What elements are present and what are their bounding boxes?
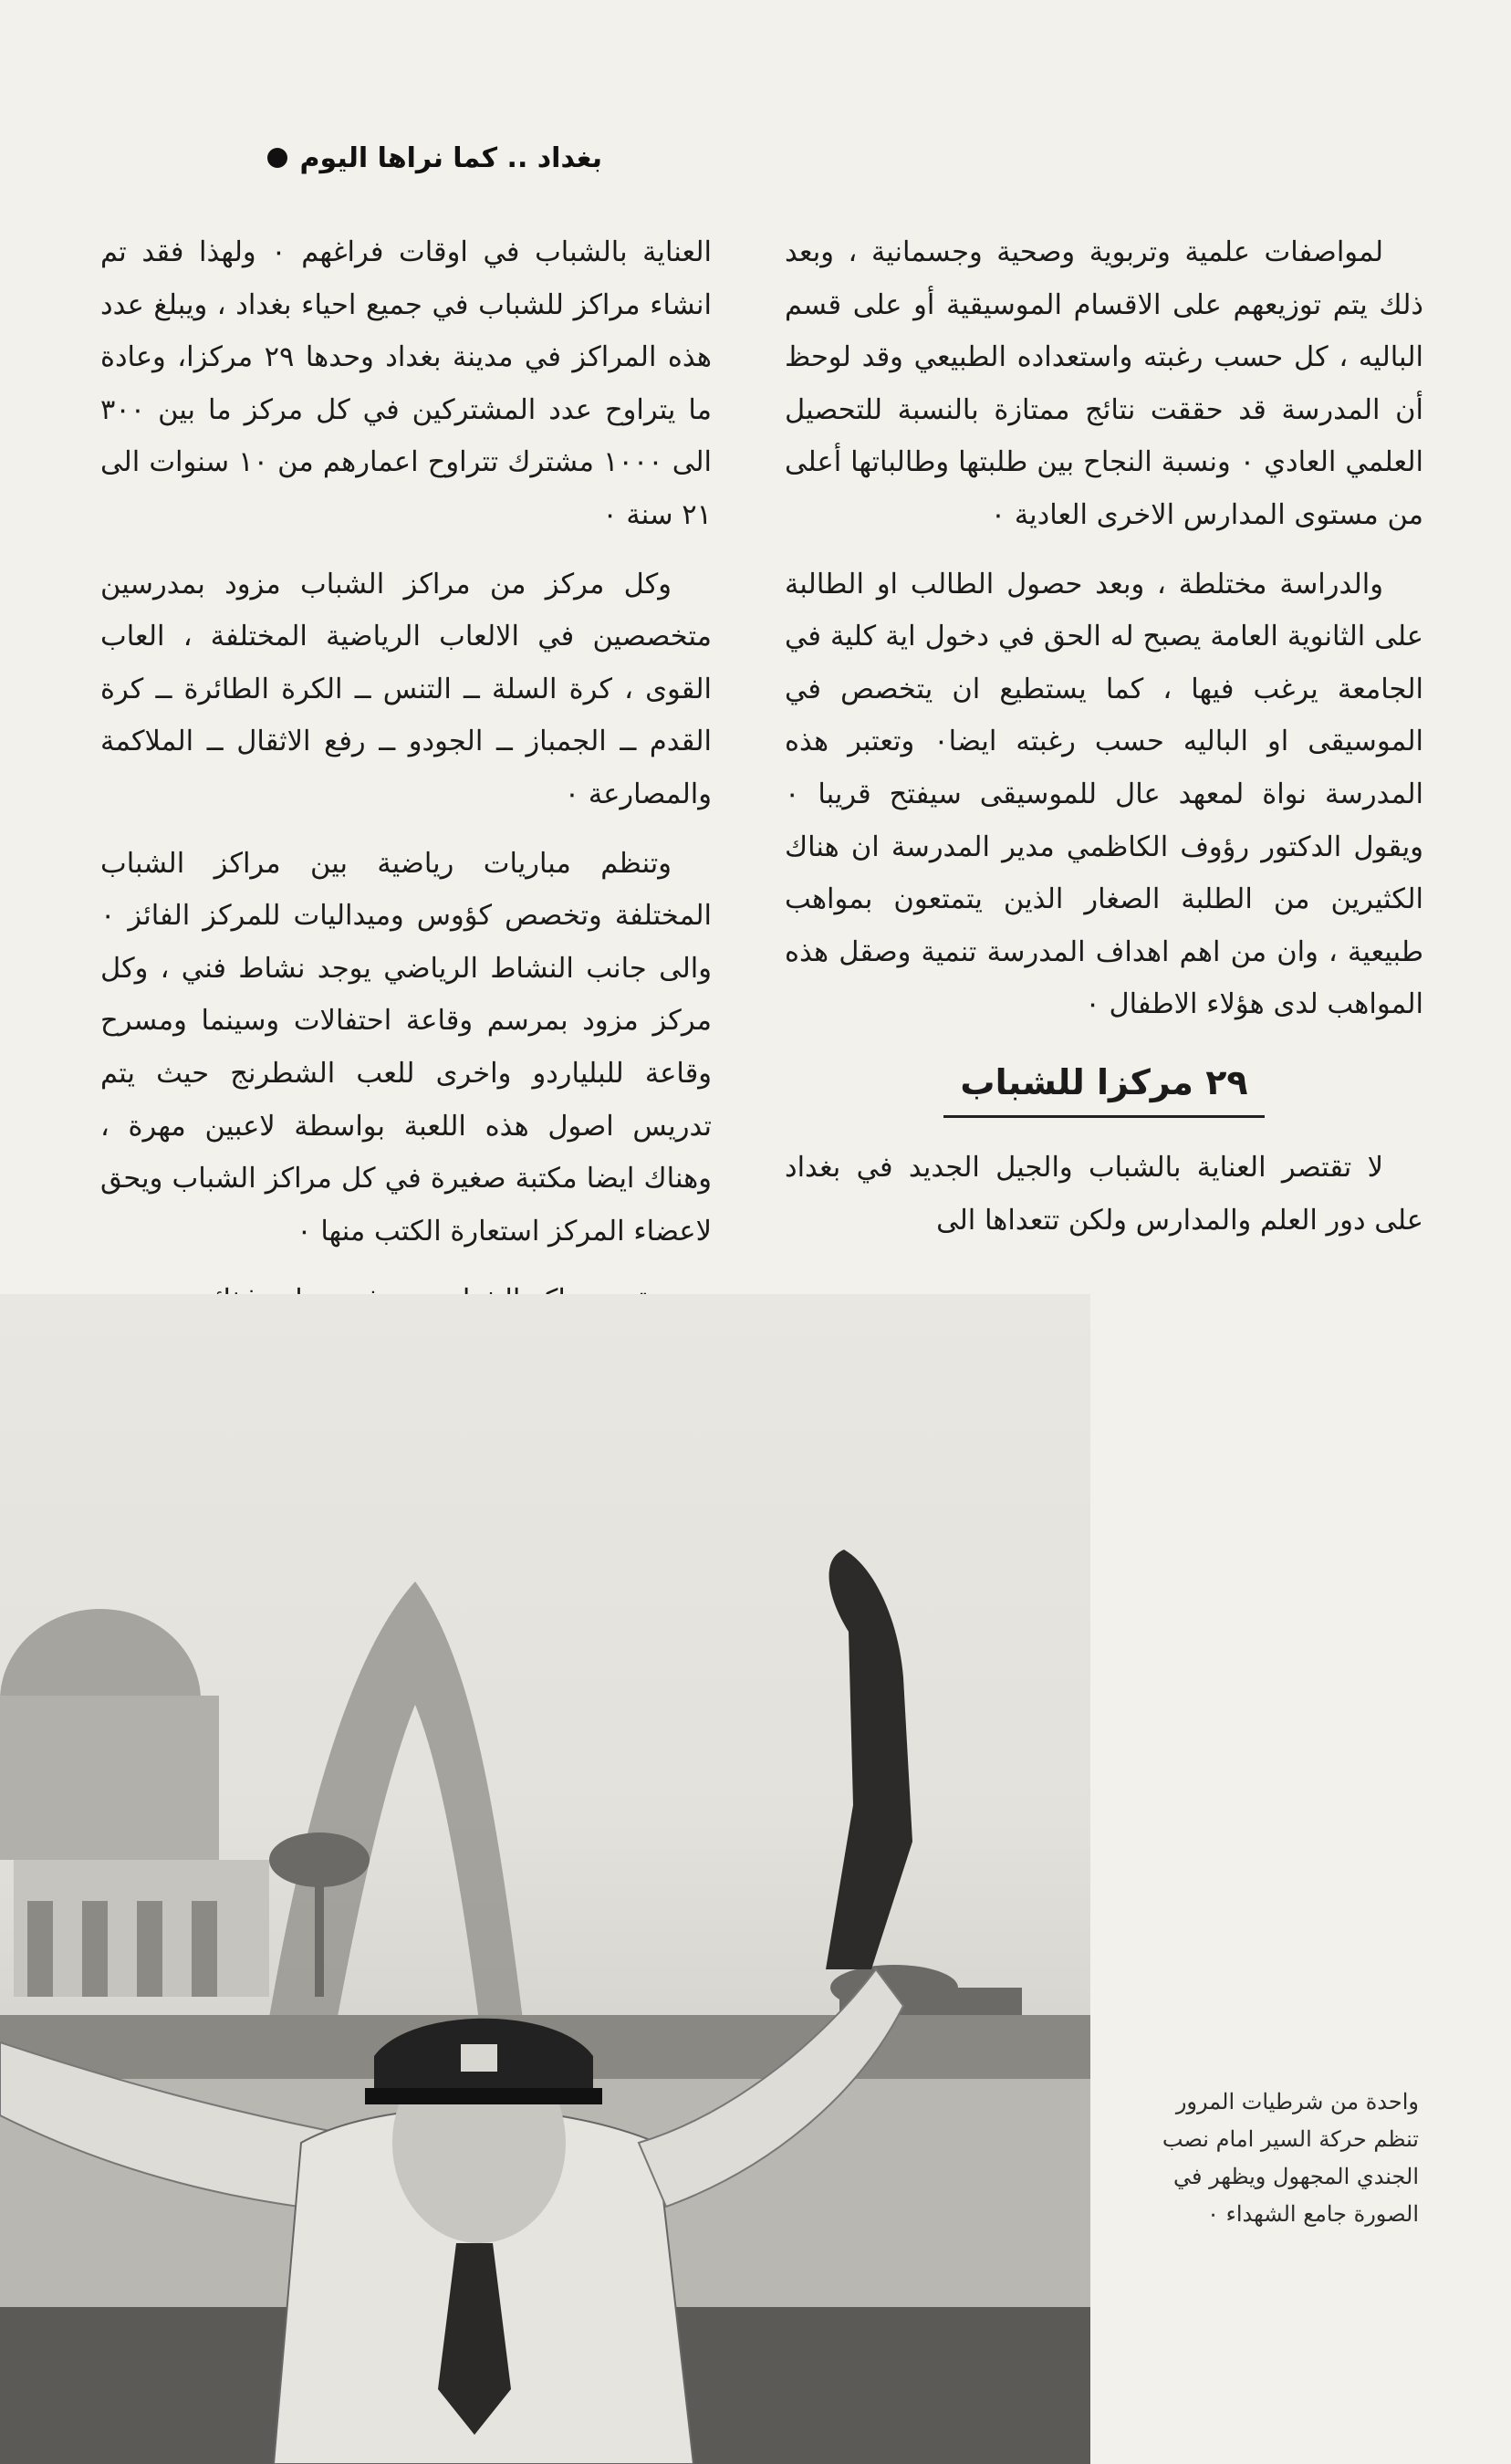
header-title: بغداد .. كما نراها اليوم xyxy=(299,141,602,174)
paragraph: والدراسة مختلطة ، وبعد حصول الطالب او الطالبة على الثانوية العامة يصبح له الحق في دخول اية كلية في الجامعة يرغب فيها ، كما يستطيع ان يتخصص في الموسيقى او الباليه حسب رغبته ايضا٠ وتعتبر هذه المدرسة نواة لمعهد عال للموسيقى سيفتح قريبا ٠ ويقول الدكتور رؤوف الكاظمي مدير المدرسة ان هناك الكثيرين من الطلبة الصغار الذين يتمتعون بمواهب طبيعية ، وان من اهم اهداف المدرسة تنمية وصقل هذه المواهب لدى هؤلاء الاطفال ٠ xyxy=(785,568,1423,1021)
paragraph: العناية بالشباب في اوقات فراغهم ٠ ولهذا فقد تم انشاء مراكز للشباب في جميع احياء بغداد ، ويبلغ عدد هذه المراكز في مدينة بغداد وحدها ٢٩ مركزا، وعادة ما يتراوح عدد المشتركين في كل مركز ما بين ٣٠٠ الى ١٠٠٠ مشترك تتراوح اعمارهم من ١٠ سنوات الى ٢١ سنة ٠ xyxy=(100,236,712,531)
paragraph: وتنظم مباريات رياضية بين مراكز الشباب المختلفة وتخصص كؤوس وميداليات للمركز الفائز ٠ والى جانب النشاط الرياضي يوجد نشاط فني ، وكل مركز مزود بمرسم وقاعة احتفالات وسينما ومسرح وقاعة للبلياردو واخرى للعب الشطرنج حيث يتم تدريس اصول هذه اللعبة بواسطة لاعبين مهرة ، وهناك ايضا مكتبة صغيرة في كل مراكز الشباب ويحق لاعضاء المركز استعارة الكتب منها ٠ xyxy=(100,847,712,1248)
subheading-text: ٢٩ مركزا للشباب xyxy=(943,1057,1264,1118)
paragraph: وكل مركز من مراكز الشباب مزود بمدرسين متخصصين في الالعاب الرياضية المختلفة ، العاب القوى ، كرة السلة ــ التنس ــ الكرة الطائرة ــ كرة القدم ــ الجمباز ــ الجودو ــ رفع الاثقال ــ الملاكمة والمصارعة ٠ xyxy=(100,568,712,810)
article-column-right xyxy=(785,226,1423,1247)
paragraph: لا تقتصر العناية بالشباب والجيل الجديد في بغداد على دور العلم والمدارس ولكن تتعداها الى xyxy=(785,1151,1423,1237)
paragraph: لمواصفات علمية وتربوية وصحية وجسمانية ، وبعد ذلك يتم توزيعهم على الاقسام الموسيقية أو على قسم الباليه ، كل حسب رغبته واستعداده الطبيعي وقد لوحظ أن المدرسة قد حققت نتائج ممتازة بالنسبة للتحصيل العلمي العادي ٠ ونسبة النجاح بين طلبتها وطالباتها أعلى من مستوى المدارس الاخرى العادية ٠ xyxy=(785,236,1423,531)
running-header xyxy=(91,135,602,181)
photograph-traffic-policewoman xyxy=(0,1294,1090,2464)
photo-caption: واحدة من شرطيات المرور تنظم حركة السير امام نصب الجندي المجهول ويظهر في الصورة جامع الشهداء ٠ xyxy=(1162,2089,1419,2227)
mosque-body xyxy=(0,1696,219,1860)
article-column-left xyxy=(100,226,712,1327)
section-subheading xyxy=(785,1057,1423,1118)
palm-trees xyxy=(269,1832,1022,2038)
photo-illustration xyxy=(0,1294,1090,2464)
header-bullet xyxy=(267,148,287,168)
